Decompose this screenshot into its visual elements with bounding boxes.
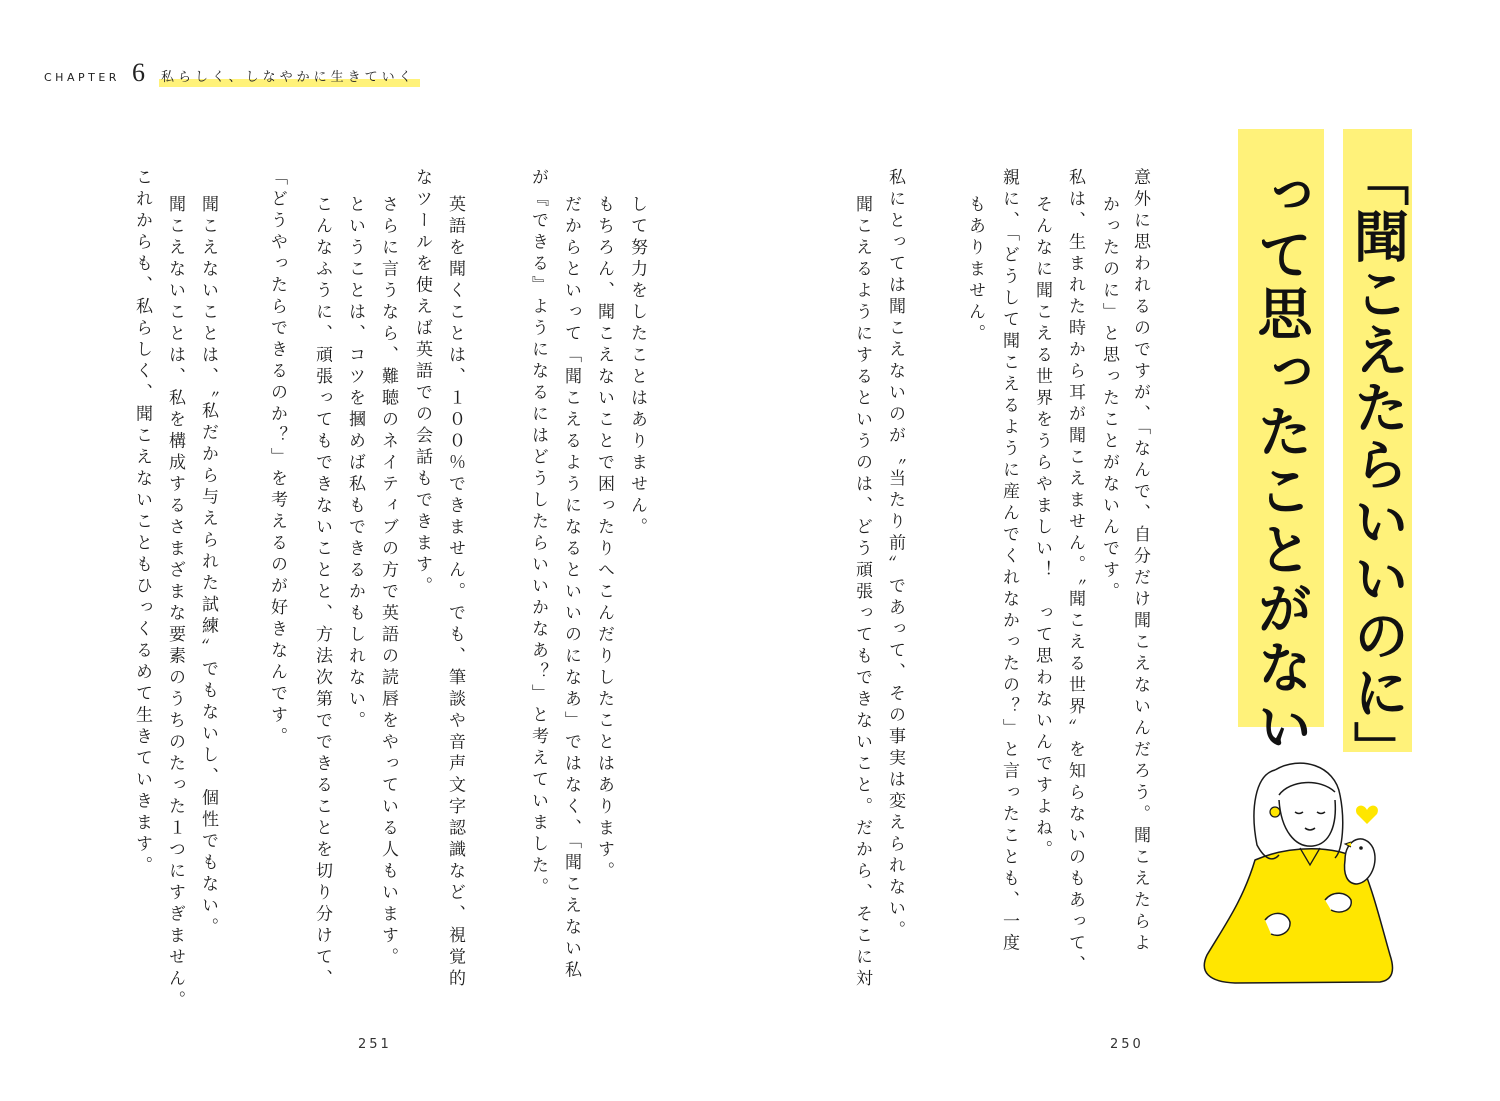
text-line: もありません。: [965, 195, 985, 346]
text-line: これからも、私らしく、聞こえないこともひっくるめて生きていきます。: [132, 168, 152, 878]
page-number-left: 251: [358, 1037, 392, 1052]
text-line: して努力をしたことはありません。: [627, 195, 647, 539]
chapter-number: 6: [131, 58, 145, 87]
text-line: 聞こえるようにするというのは、どう頑張ってもできないこと。だから、そこに対: [852, 195, 872, 991]
text-line: が『できる』ようになるにはどうしたらいいかなあ？」と考えていました。: [528, 168, 548, 899]
text-line: そんなに聞こえる世界をうらやましい！ って思わないんですよね。: [1032, 195, 1052, 862]
text-line: 聞こえないことは、私を構成するさまざまな要素のうちのたった１つにすぎません。: [165, 195, 185, 1012]
chapter-label: CHAPTER: [44, 71, 120, 84]
title-line-1: 「聞こえたらいいのに」: [1343, 129, 1412, 752]
text-line: 意外に思われるのですが、「なんで、自分だけ聞こえないんだろう。聞こえたらよ: [1130, 168, 1150, 955]
title-line-2: って思ったことがない: [1238, 129, 1324, 727]
text-line: もちろん、聞こえないことで困ったりへこんだりしたことはあります。: [594, 195, 614, 883]
text-line: ということは、コツを摑めば私もできるかもしれない。: [345, 195, 365, 733]
text-line: 親に、「どうして聞こえるように産んでくれなかったの？」と言ったことも、一度: [999, 168, 1019, 955]
chapter-header: [44, 58, 420, 87]
text-line: 「どうやったらできるのか？」を考えるのが好きなんです。: [267, 168, 287, 749]
text-line: 私は、生まれた時から耳が聞こえません。〝聞こえる世界〟を知らないのもあって、: [1065, 168, 1085, 977]
text-line: かったのに」と思ったことがないんです。: [1099, 195, 1119, 604]
heart-icon: [1356, 806, 1378, 824]
text-line: さらに言うなら、難聴のネイティブの方で英語の読唇をやっている人もいます。: [378, 195, 398, 969]
chapter-title: 私らしく、しなやかに生きていく: [159, 66, 420, 87]
text-line: なツールを使えば英語での会話もできます。: [412, 168, 432, 598]
text-line: だからといって「聞こえるようになるといいのになあ」ではなく、「聞こえない私: [561, 195, 581, 982]
text-line: 聞こえないことは、〝私だから与えられた試練〟でもないし、個性でもない。: [198, 195, 218, 939]
text-line: こんなふうに、頑張ってもできないことと、方法次第でできることを切り分けて、: [312, 195, 332, 991]
text-line: 英語を聞くことは、１００％できません。でも、筆談や音声文字認識など、視覚的: [445, 195, 465, 991]
girl-with-bird-illustration: [1195, 750, 1415, 995]
page-number-right: 250: [1110, 1037, 1144, 1052]
text-line: 私にとっては聞こえないのが〝当たり前〟であって、その事実は変えられない。: [885, 168, 905, 942]
